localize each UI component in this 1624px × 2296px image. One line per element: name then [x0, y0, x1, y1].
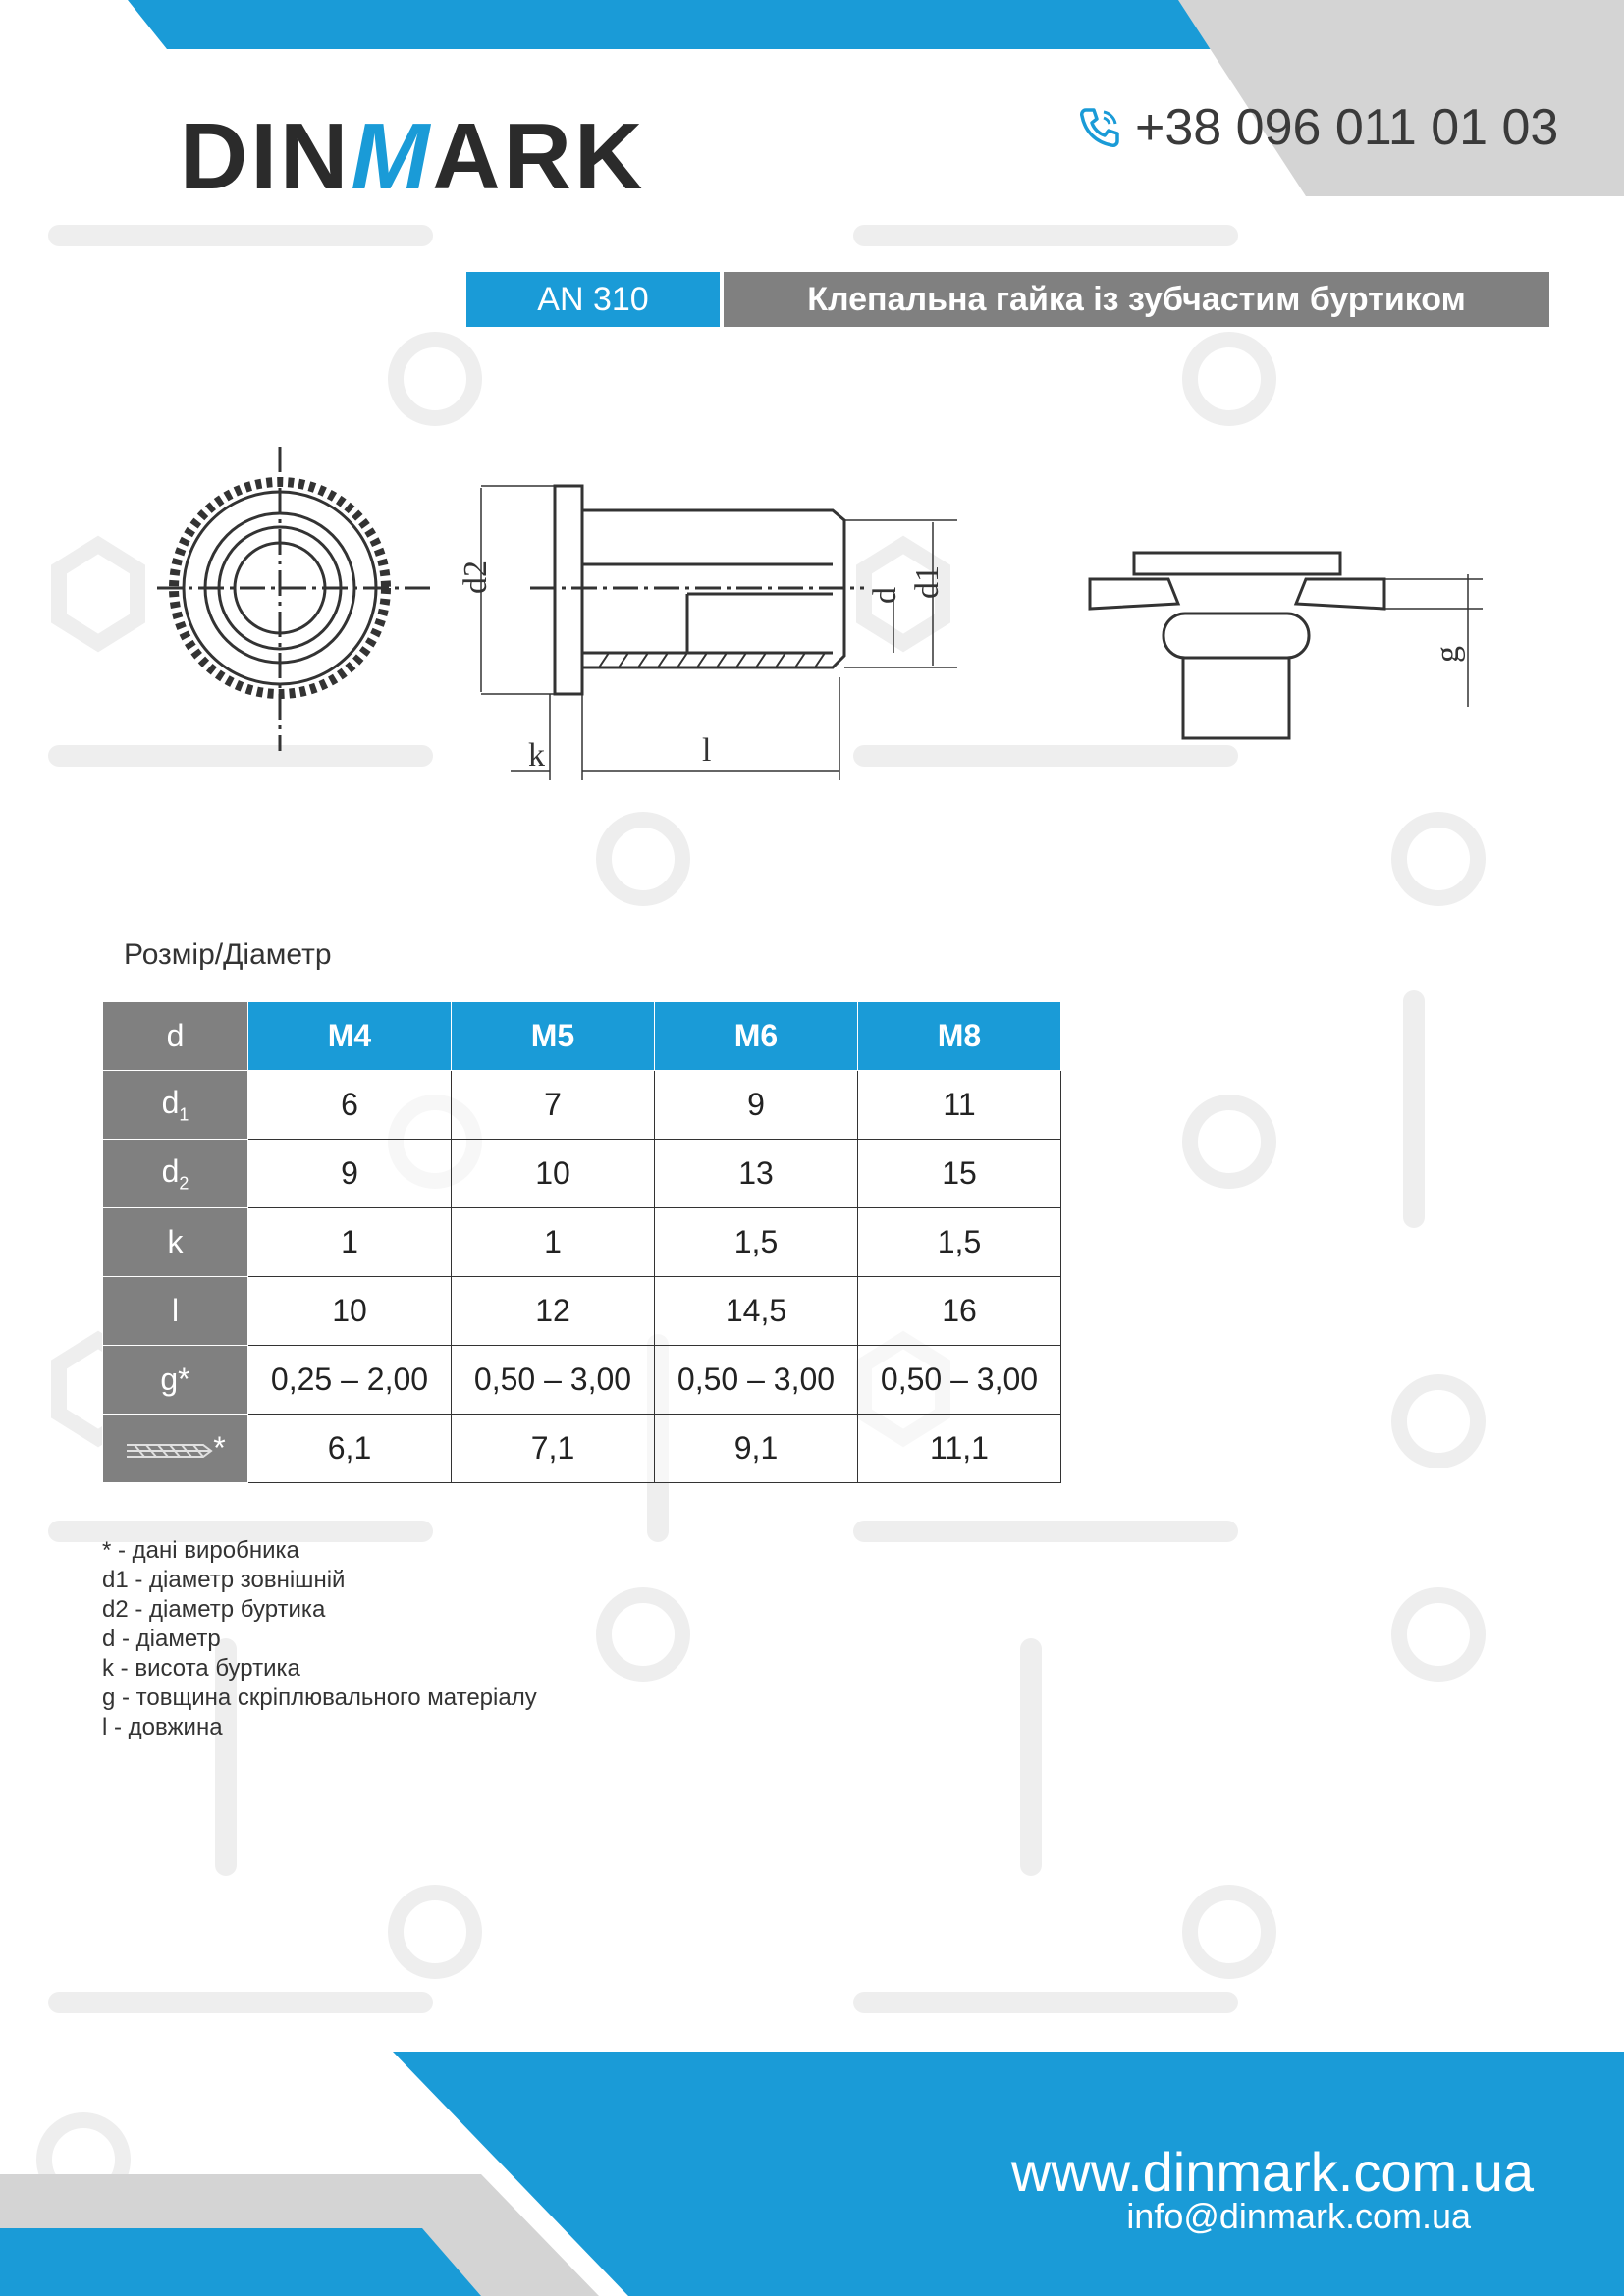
note-line: * - дані виробника — [102, 1537, 299, 1564]
table-row — [103, 1346, 1061, 1415]
table-cell: 6,1 — [248, 1415, 452, 1483]
table-cell: 9 — [655, 1071, 858, 1140]
table-caption: Розмір/Діаметр — [124, 938, 332, 971]
column-header: M4 — [248, 1002, 452, 1071]
logo-mark: M — [351, 104, 433, 209]
note-line: d - діаметр — [102, 1626, 221, 1652]
dinmark-logo[interactable] — [180, 104, 646, 209]
table-cell: 0,25 – 2,00 — [248, 1346, 452, 1415]
label-d: d — [867, 587, 903, 604]
table-cell: 0,50 – 3,00 — [452, 1346, 655, 1415]
table-cell: 0,50 – 3,00 — [858, 1346, 1061, 1415]
label-d1: d1 — [909, 565, 946, 599]
note-line: k - висота буртика — [102, 1655, 300, 1682]
table-cell: 12 — [452, 1277, 655, 1346]
row-header-drill: * — [103, 1415, 248, 1483]
note-line: d2 - діаметр буртика — [102, 1596, 326, 1623]
column-header: M6 — [655, 1002, 858, 1071]
table-row — [103, 1140, 1061, 1208]
label-g: g — [1430, 646, 1466, 663]
logo-text-left: DIN — [180, 104, 352, 209]
note-line: g - товщина скріплювального матеріалу — [102, 1684, 537, 1711]
email-link[interactable]: info@dinmark.com.ua — [1126, 2196, 1471, 2236]
table-cell: 1,5 — [655, 1208, 858, 1277]
side-view — [481, 486, 957, 780]
product-title: Клепальна гайка із зубчастим буртиком — [724, 272, 1549, 327]
label-d2: d2 — [458, 561, 494, 594]
row-header-d2: $d_2$ — [103, 1140, 248, 1208]
phone-number: +38 096 011 01 03 — [1135, 99, 1559, 156]
drill-icon — [125, 1441, 213, 1461]
table-cell: 7 — [452, 1071, 655, 1140]
table-row — [103, 1415, 1061, 1483]
table-cell: 1 — [452, 1208, 655, 1277]
table-cell: 1,5 — [858, 1208, 1061, 1277]
phone-contact[interactable] — [1076, 99, 1559, 156]
column-header: M5 — [452, 1002, 655, 1071]
table-cell: 9 — [248, 1140, 452, 1208]
row-header-g: g* — [103, 1346, 248, 1415]
phone-icon — [1076, 104, 1123, 151]
note-line: l - довжина — [102, 1714, 223, 1740]
website-link[interactable]: www.dinmark.com.ua — [1010, 2141, 1534, 2203]
technical-drawing — [157, 432, 1532, 825]
table-cell: 1 — [248, 1208, 452, 1277]
table-cell: 11,1 — [858, 1415, 1061, 1483]
table-cell: 11 — [858, 1071, 1061, 1140]
row-header-l: l — [103, 1277, 248, 1346]
table-cell: 15 — [858, 1140, 1061, 1208]
dimension-table — [102, 1001, 1061, 1483]
table-cell: 14,5 — [655, 1277, 858, 1346]
label-k: k — [528, 737, 545, 774]
table-cell: 9,1 — [655, 1415, 858, 1483]
table-cell: 7,1 — [452, 1415, 655, 1483]
table-cell: 16 — [858, 1277, 1061, 1346]
table-cell: 13 — [655, 1140, 858, 1208]
standard-label: AN 310 — [466, 272, 720, 327]
installed-view — [1090, 553, 1483, 738]
table-corner-header: d — [103, 1002, 248, 1071]
table-cell: 10 — [248, 1277, 452, 1346]
table-row — [103, 1277, 1061, 1346]
legend-notes — [102, 1536, 537, 1742]
table-cell: 10 — [452, 1140, 655, 1208]
row-header-d1: $d_1$ — [103, 1071, 248, 1140]
table-cell: 6 — [248, 1071, 452, 1140]
table-cell: 0,50 – 3,00 — [655, 1346, 858, 1415]
table-row — [103, 1208, 1061, 1277]
row-header-k: k — [103, 1208, 248, 1277]
table-row — [103, 1071, 1061, 1140]
label-l: l — [702, 732, 712, 769]
note-line: d1 - діаметр зовнішній — [102, 1567, 346, 1593]
logo-text-right: ARK — [432, 104, 646, 209]
table-header-row — [103, 1002, 1061, 1071]
front-view — [157, 447, 432, 751]
column-header: M8 — [858, 1002, 1061, 1071]
